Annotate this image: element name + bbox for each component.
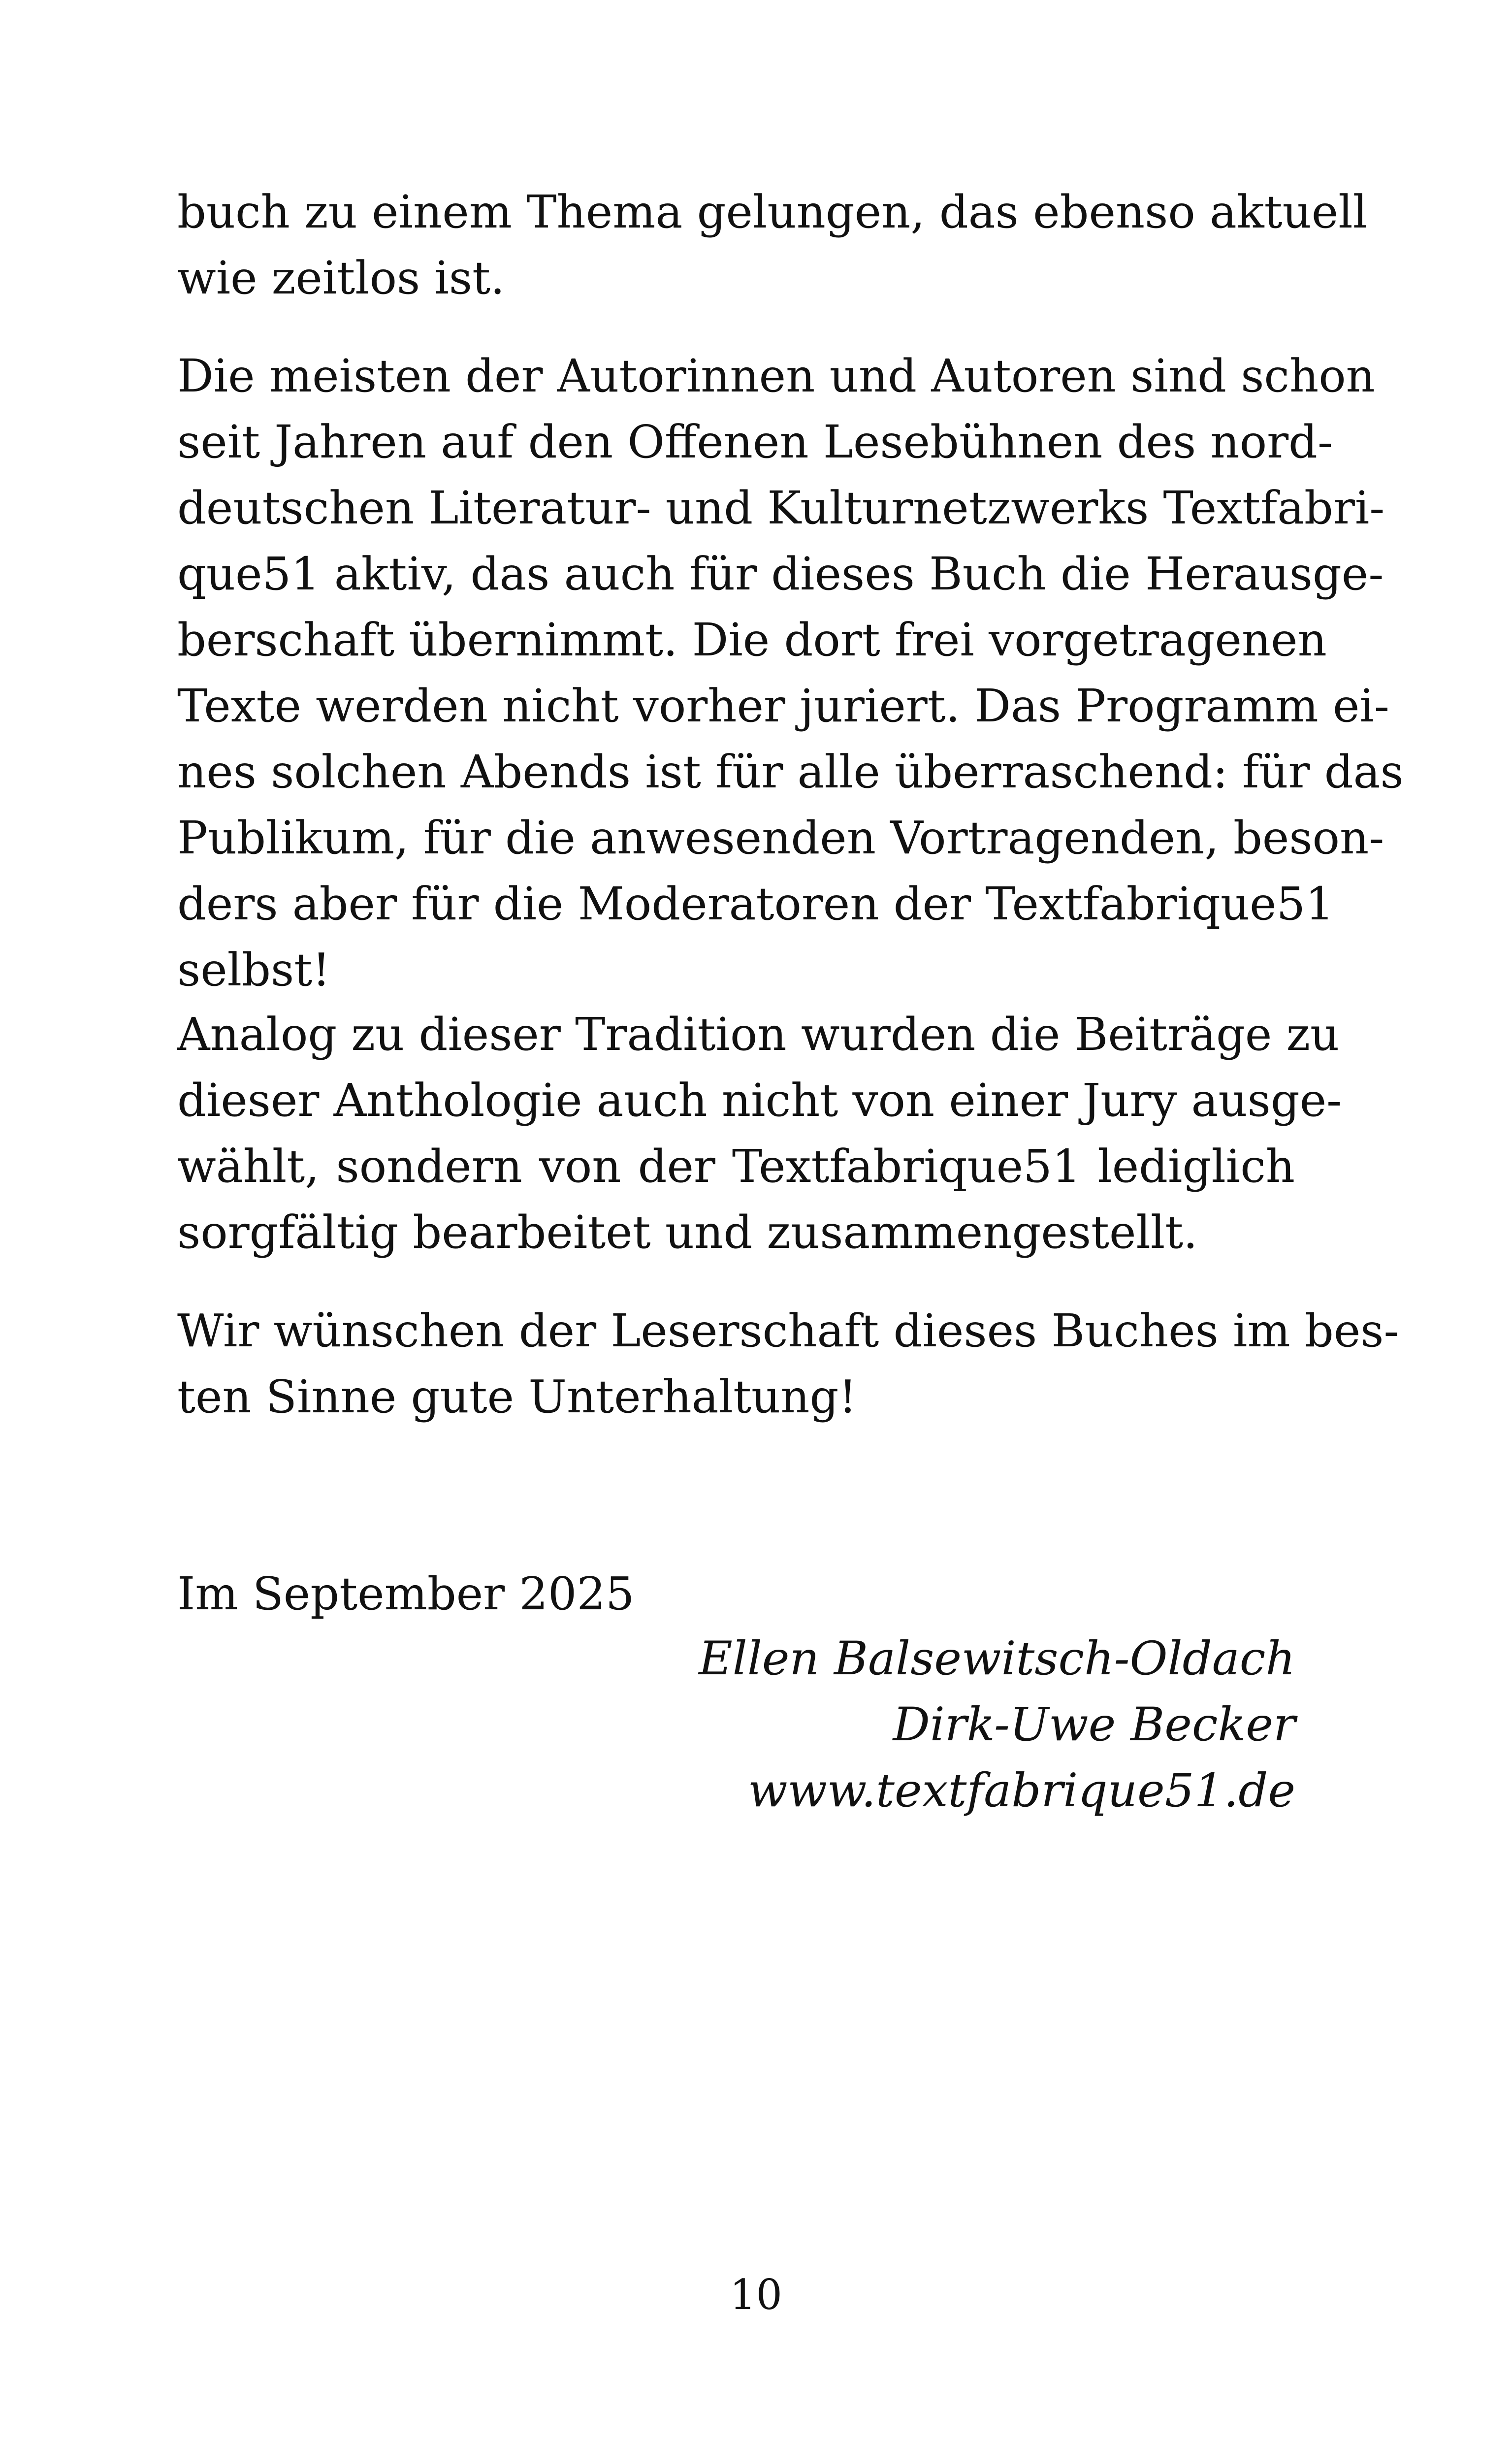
paragraph-2 (177, 343, 1404, 1003)
text-line: berschaft übernimmt. Die dort frei vorgetragenen (177, 614, 1327, 666)
text-line: wählt, sondern von der Textfabrique51 lediglich (177, 1140, 1295, 1193)
paragraph-4 (177, 1298, 1399, 1430)
signature-name-1: Ellen Balsewitsch-Oldach (699, 1632, 1295, 1686)
text-line: sorgfältig bearbeitet und zusammengestellt. (177, 1206, 1198, 1259)
text-line: Die meisten der Autorinnen und Autoren sind schon (177, 350, 1375, 402)
text-line: Analog zu dieser Tradition wurden die Beiträge zu (177, 1008, 1340, 1061)
text-line: Publikum, für die anwesenden Vortragenden, beson- (177, 812, 1384, 864)
page-number: 10 (730, 2271, 782, 2319)
signature-name-2: Dirk-Uwe Becker (893, 1698, 1295, 1752)
signature-website: www.textfabrique51.de (748, 1764, 1295, 1818)
text-line: ders aber für die Moderatoren der Textfabrique51 (177, 878, 1334, 930)
paragraph-1 (177, 179, 1368, 311)
paragraph-3 (177, 1002, 1342, 1266)
text-line: Wir wünschen der Leserschaft dieses Buches im bes- (177, 1304, 1399, 1357)
text-line: seit Jahren auf den Offenen Lesebühnen des nord- (177, 416, 1333, 468)
text-line: ten Sinne gute Unterhaltung! (177, 1370, 857, 1423)
text-line: wie zeitlos ist. (177, 252, 505, 304)
date-line: Im September 2025 (177, 1567, 635, 1620)
text-line: Texte werden nicht vorher juriert. Das Programm ei- (177, 680, 1389, 732)
text-line: que51 aktiv, das auch für dieses Buch die Herausge- (177, 548, 1384, 600)
signature-block (699, 1626, 1295, 1824)
text-line: selbst! (177, 944, 331, 996)
text-line: deutschen Literatur- und Kulturnetzwerks Textfabri- (177, 482, 1385, 534)
text-line: buch zu einem Thema gelungen, das ebenso aktuell (177, 186, 1368, 238)
text-line: nes solchen Abends ist für alle überraschend: für das (177, 746, 1404, 798)
text-line: dieser Anthologie auch nicht von einer Jury ausge- (177, 1074, 1342, 1127)
